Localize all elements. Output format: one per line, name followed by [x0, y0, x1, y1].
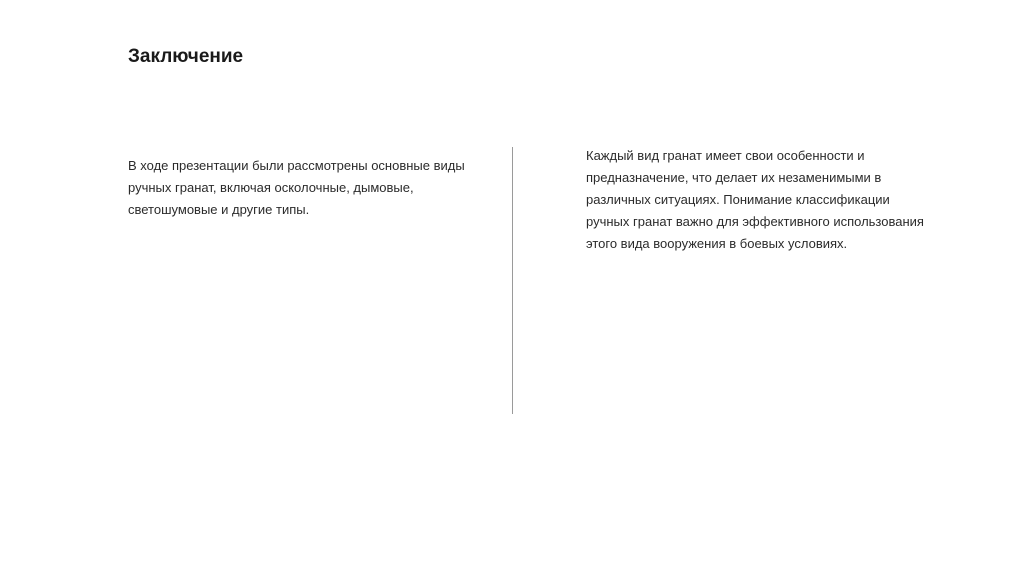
right-column-text: Каждый вид гранат имеет свои особенности и предназначение, что делает их незаменимыми в различных ситуациях. Понимание классификации ручных гранат важно для эффективного использования этого вида вооружения в боевых условиях.	[586, 148, 924, 251]
slide-title: Заключение	[128, 46, 244, 67]
left-column-text: В ходе презентации были рассмотрены основные виды ручных гранат, включая осколочные, дымовые, светошумовые и другие типы.	[128, 158, 465, 217]
column-divider	[512, 147, 513, 414]
